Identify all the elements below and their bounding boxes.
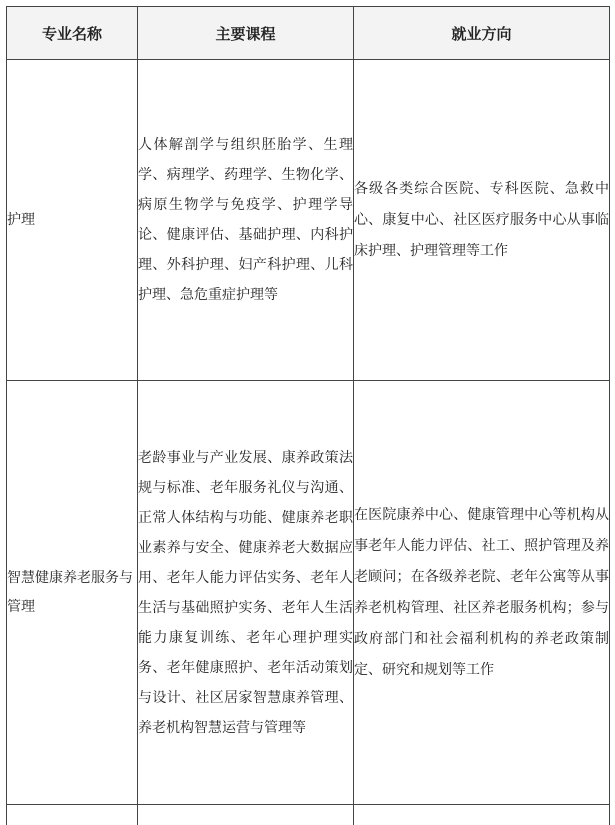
- header-major-name: 专业名称: [7, 7, 138, 60]
- header-row: [7, 7, 610, 60]
- jobs-cell: 在医院康养中心、健康管理中心等机构从事老年人能力评估、社工、照护管理及养老顾问；在各级养老院、老年公寓等从事养老机构管理、社区养老服务机构；参与政府部门和社会福利机构的养老政策制定、研究和规划等工作: [354, 381, 610, 805]
- header-main-courses: 主要课程: [138, 7, 354, 60]
- empty-cell: [138, 805, 354, 825]
- major-name-cell: 护理: [7, 60, 138, 381]
- empty-cell: [7, 805, 138, 825]
- majors-table: [6, 6, 610, 825]
- table-row: [7, 381, 610, 805]
- courses-cell: 人体解剖学与组织胚胎学、生理学、病理学、药理学、生物化学、病原生物学与免疫学、护理学导论、健康评估、基础护理、内科护理、外科护理、妇产科护理、儿科护理、急危重症护理等: [138, 60, 354, 381]
- major-name-cell: 智慧健康养老服务与管理: [7, 381, 138, 805]
- header-career-direction: 就业方向: [354, 7, 610, 60]
- courses-cell: 老龄事业与产业发展、康养政策法规与标准、老年服务礼仪与沟通、正常人体结构与功能、健康养老职业素养与安全、健康养老大数据应用、老年人能力评估实务、老年人生活与基础照护实务、老年人生活能力康复训练、老年心理护理实务、老年健康照护、老年活动策划与设计、社区居家智慧康养管理、养老机构智慧运营与管理等: [138, 381, 354, 805]
- empty-cell: [354, 805, 610, 825]
- table-row: [7, 60, 610, 381]
- table-row-partial: [7, 805, 610, 825]
- jobs-cell: 各级各类综合医院、专科医院、急救中心、康复中心、社区医疗服务中心从事临床护理、护理管理等工作: [354, 60, 610, 381]
